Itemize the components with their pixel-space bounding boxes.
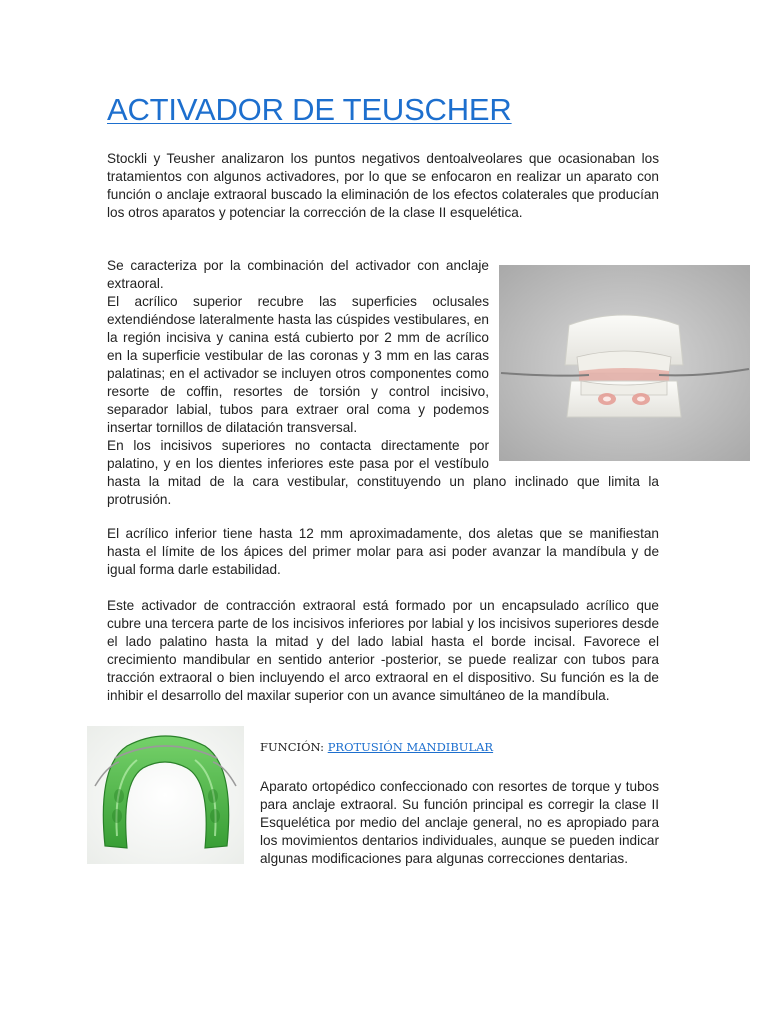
paragraph-function-description: Aparato ortopédico confeccionado con resortes de torque y tubos para anclaje extraoral. Su función principal es corregir la clase II Esquelética por medio del anclaje general, no es apropiado para los movimientos dentarios individuales, aunque se pueden indicar algunas modificaciones para algunas correcciones dentarias. (260, 779, 659, 866)
section-characteristics (107, 257, 659, 509)
paragraph-extraoral: Este activador de contracción extraoral está formado por un encapsulado acrílico que cubre una tercera parte de los incisivos inferiores por labial y los incisivos superiores desde el lado palatino hasta la mitad y del lado labial hasta el borde incisal. Favorece el crecimiento mandibular en sentido anterior -posterior, se puede realizar con tubos para tracción extraoral o bien incluyendo el arco extraoral en el dispositivo. Su función es la de inhibir el desarrollo del maxilar superior con un avance simultáneo de la mandíbula. (107, 598, 659, 703)
function-label: FUNCIÓN: (260, 740, 328, 754)
paragraph-characteristics: Se caracteriza por la combinación del activador con anclaje extraoral. (107, 258, 489, 291)
paragraph-incisors: En los incisivos superiores no contacta directamente por palatino, y en los dientes inferiores este pasa por el vestíbulo hasta la mitad de la cara vestibular, constituyendo un plano inclinado que limita la protrusión. (107, 438, 659, 507)
paragraph-lower-acrylic: El acrílico inferior tiene hasta 12 mm aproximadamente, dos aletas que se manifiestan hasta el límite de los ápices del primer molar para asi poder avanzar la mandíbula y de igual forma darle estabilidad. (107, 526, 659, 577)
green-activator-appliance-image (87, 726, 244, 864)
dental-cast-activator-image (499, 265, 750, 461)
section-function (87, 726, 659, 868)
paragraph-intro: Stockli y Teusher analizaron los puntos negativos dentoalveolares que ocasionaban los tratamientos con algunos activadores, por lo que se enfocaron en realizar un aparato con función o anclaje extraoral buscado la eliminación de los efectos colaterales que producían los otros aparatos y potenciar la corrección de la clase II esquelética. (107, 151, 659, 220)
page-title: ACTIVADOR DE TEUSCHER (107, 92, 512, 127)
function-link[interactable]: PROTUSIÓN MANDIBULAR (327, 740, 494, 754)
paragraph-upper-acrylic: El acrílico superior recubre las superficies oclusales extendiéndose lateralmente hasta las cúspides vestibulares, en la región incisiva y canina está cubierto por 2 mm de acrílico en la superficie vestibular de las coronas y 3 mm en las caras palatinas; en el activador se incluyen otros componentes como resorte de coffin, resortes de torsión y control incisivo, separador labial, tubos para extraer oral coma y podemos insertar tornillos de dilatación transversal. (107, 294, 489, 435)
